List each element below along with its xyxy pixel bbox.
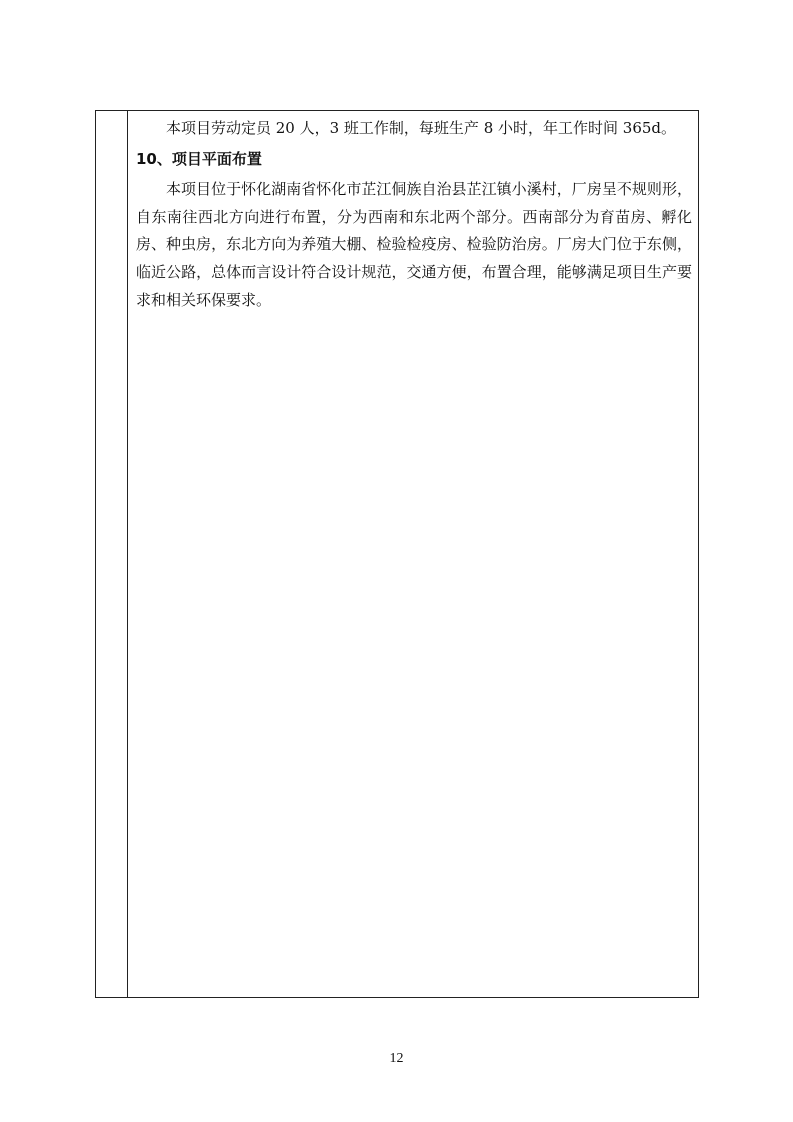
section-heading: 10、项目平面布置	[136, 149, 262, 168]
table-content-cell	[136, 115, 692, 314]
table-frame	[95, 110, 699, 998]
layout-paragraph: 本项目位于怀化湖南省怀化市芷江侗族自治县芷江镇小溪村，厂房呈不规则形，自东南往西北方向进行布置，分为西南和东北两个部分。西南部分为育苗房、孵化房、种虫房，东北方向为养殖大棚、检验检疫房、检验防治房。厂房大门位于东侧，临近公路，总体而言设计符合设计规范，交通方便，布置合理，能够满足项目生产要求和相关环保要求。	[136, 180, 692, 309]
table-left-column	[96, 111, 128, 997]
page-number: 12	[389, 1051, 404, 1066]
staffing-paragraph: 本项目劳动定员 20 人，3 班工作制，每班生产 8 小时，年工作时间 365d。	[166, 119, 677, 137]
